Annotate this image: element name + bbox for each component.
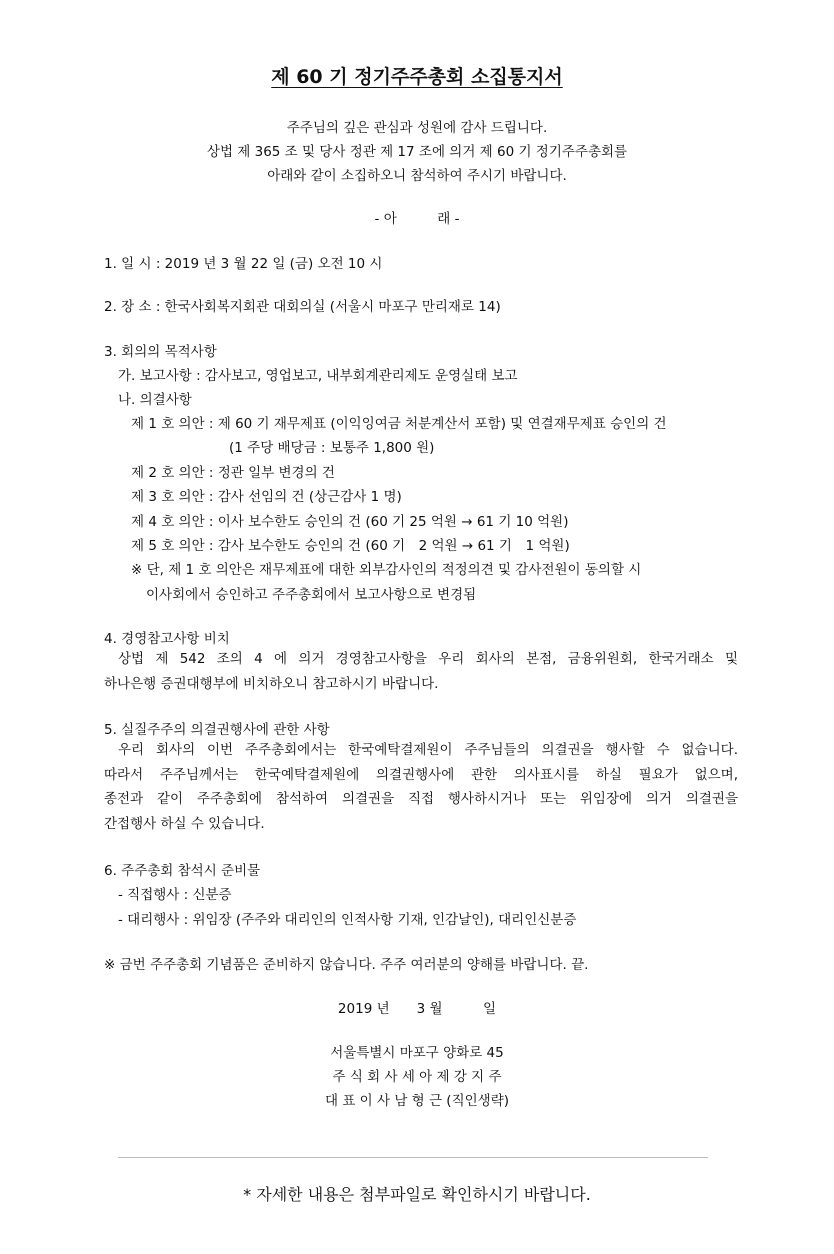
intro-line: 아래와 같이 소집하오니 참석하여 주시기 바랍니다. (267, 168, 567, 184)
below-marker: - 아 래 - (374, 211, 460, 227)
attachment-note: * 자세한 내용은 첨부파일로 확인하시기 바랍니다. (243, 1185, 591, 1204)
agenda-remark: ※ 단, 제 1 호 의안은 재무제표에 대한 외부감사인의 적정의견 및 감사전원이 동의할 시 (131, 562, 642, 578)
intro-paragraph (0, 116, 834, 188)
voting-text: 우리 회사의 이번 주주총회에서는 한국예탁결제원이 주주님들의 의결권을 행사할 수 없습니다. (118, 742, 738, 758)
resolution-heading: 나. 의결사항 (118, 392, 192, 408)
agenda-4: 제 4 호 의안 : 이사 보수한도 승인의 건 (60 기 25 억원 → 61 기 10 억원) (131, 514, 569, 530)
voting-text: 간접행사 하실 수 있습니다. (104, 816, 265, 832)
ceo-name: 대 표 이 사 남 형 근 (직인생략) (324, 1093, 510, 1109)
report-items: 가. 보고사항 : 감사보고, 영업보고, 내부회계관리제도 운영실태 보고 (118, 368, 518, 384)
divider (118, 1157, 708, 1158)
company-address: 서울특별시 마포구 양화로 45 (330, 1045, 504, 1061)
voting-text: 따라서 주주님께서는 한국예탁결제원에 의결권행사에 관한 의사표시를 하실 필요가 없으며, (104, 767, 738, 783)
preparation-direct: - 직접행사 : 신분증 (118, 887, 232, 903)
intro-line: 상법 제 365 조 및 당사 정관 제 17 조에 의거 제 60 기 정기주주총회를 (206, 144, 628, 160)
item-agenda-heading: 3. 회의의 목적사항 (104, 344, 217, 360)
item-venue: 2. 장 소 : 한국사회복지회관 대회의실 (서울시 마포구 만리재로 14) (104, 299, 501, 315)
agenda-remark: 이사회에서 승인하고 주주총회에서 보고사항으로 변경됨 (146, 587, 477, 603)
document-title: 제 60 기 정기주주총회 소집통지서 (271, 66, 563, 88)
agenda-2: 제 2 호 의안 : 정관 일부 변경의 건 (131, 465, 335, 481)
preparation-proxy: - 대리행사 : 위임장 (주주와 대리인의 인적사항 기재, 인감날인), 대리인신분증 (118, 912, 577, 928)
souvenir-notice: ※ 금번 주주총회 기념품은 준비하지 않습니다. 주주 여러분의 양해를 바랍니다. 끝. (104, 957, 589, 973)
reference-text: 상법 제 542 조의 4 에 의거 경영참고사항을 우리 회사의 본점, 금융위원회, 한국거래소 및 (118, 651, 738, 667)
agenda-1-note: (1 주당 배당금 : 보통주 1,800 원) (229, 440, 435, 456)
reference-text: 하나은행 증권대행부에 비치하오니 참고하시기 바랍니다. (104, 676, 439, 692)
agenda-3: 제 3 호 의안 : 감사 선임의 건 (상근감사 1 명) (131, 489, 402, 505)
item-voting-heading: 5. 실질주주의 의결권행사에 관한 사항 (104, 722, 330, 738)
company-name: 주 식 회 사 세 아 제 강 지 주 (332, 1069, 502, 1085)
item-datetime: 1. 일 시 : 2019 년 3 월 22 일 (금) 오전 10 시 (104, 256, 383, 272)
voting-text: 종전과 같이 주주총회에 참석하여 의결권을 직접 행사하시거나 또는 위임장에 의거 의결권을 (104, 791, 738, 807)
agenda-1: 제 1 호 의안 : 제 60 기 재무제표 (이익잉여금 처분계산서 포함) 및 연결재무제표 승인의 건 (131, 416, 667, 432)
agenda-5: 제 5 호 의안 : 감사 보수한도 승인의 건 (60 기 2 억원 → 61 기 1 억원) (131, 538, 570, 554)
item-reference-heading: 4. 경영참고사항 비치 (104, 631, 230, 647)
notice-date: 2019 년 3 월 일 (337, 1001, 497, 1017)
item-preparation-heading: 6. 주주총회 참석시 준비물 (104, 863, 261, 879)
intro-line: 주주님의 깊은 관심과 성원에 감사 드립니다. (286, 120, 548, 136)
